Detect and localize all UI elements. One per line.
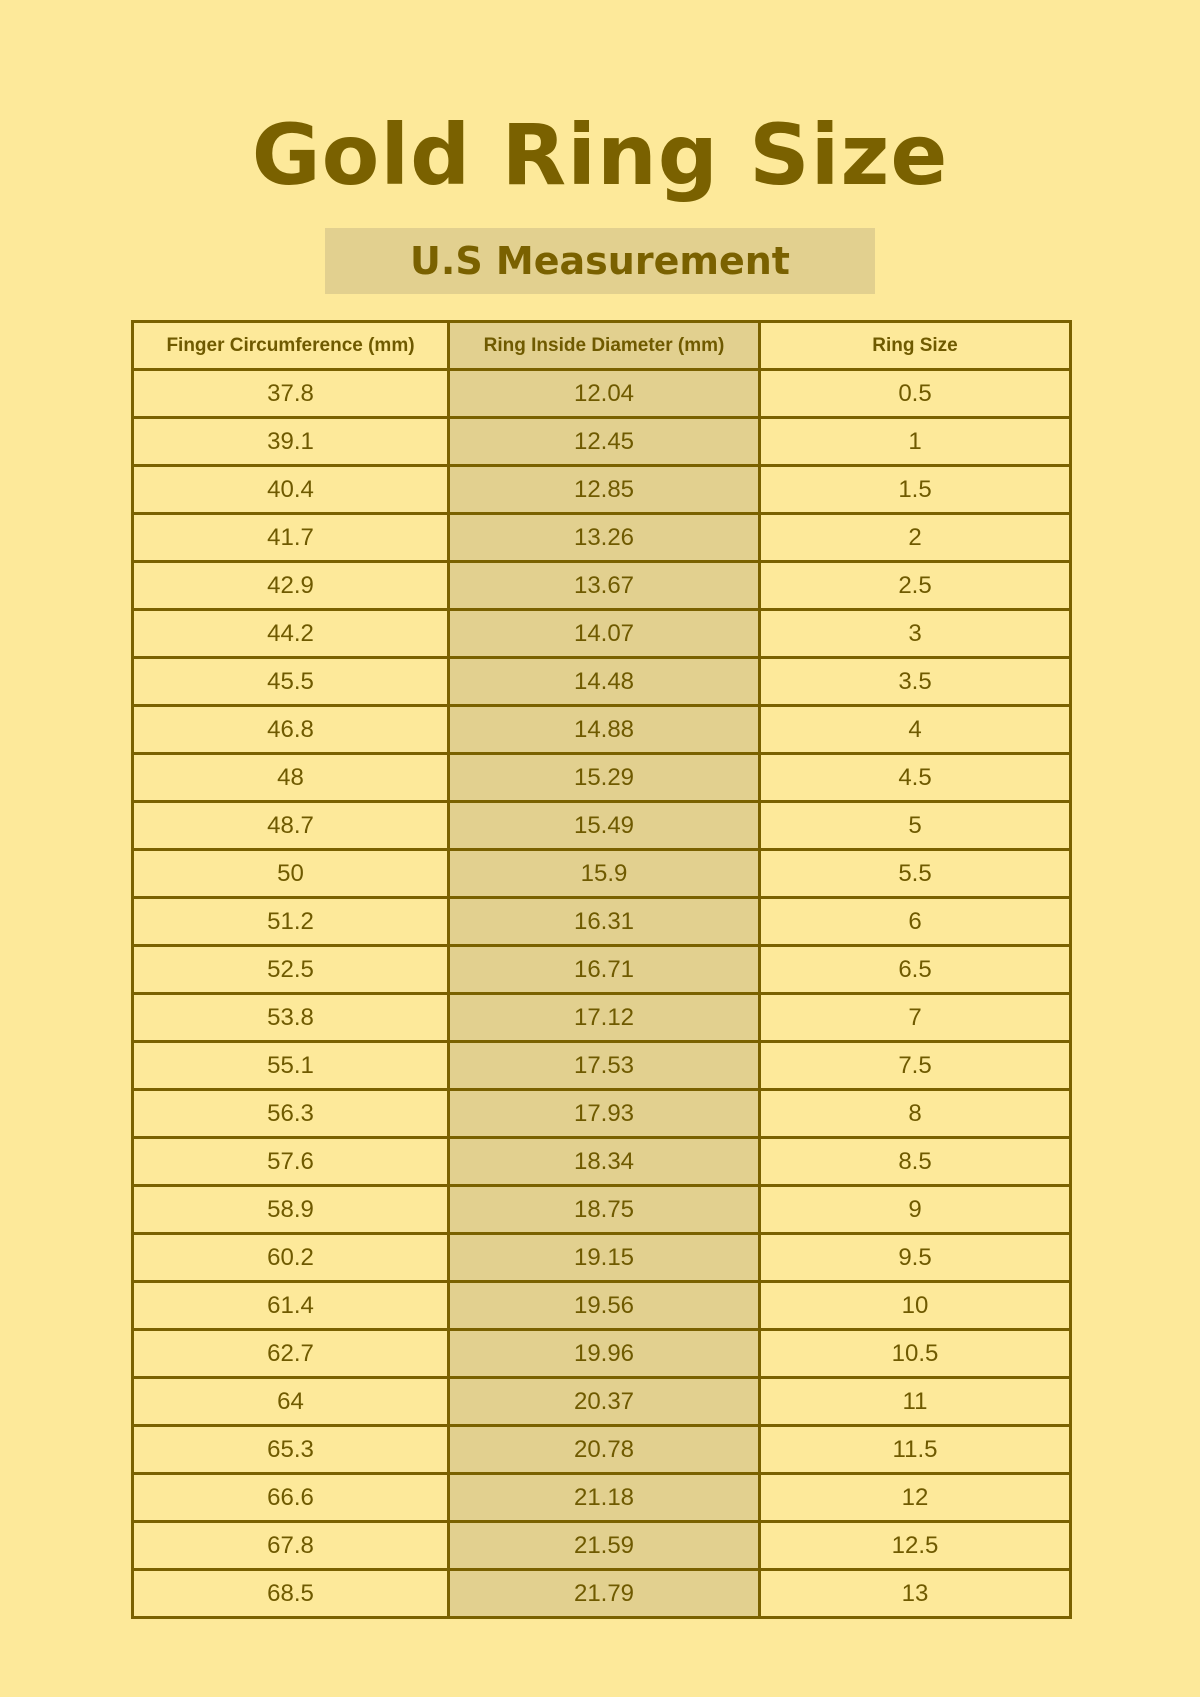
table-row [133,802,1071,850]
ring-size-cell: 2 [760,514,1071,562]
ring-size-cell: 6 [760,898,1071,946]
finger-circumference-cell: 58.9 [133,1186,449,1234]
finger-circumference-cell: 55.1 [133,1042,449,1090]
finger-circumference-cell: 50 [133,850,449,898]
header-ring-size: Ring Size [760,322,1071,370]
ring-size-cell: 7.5 [760,1042,1071,1090]
finger-circumference-cell: 53.8 [133,994,449,1042]
ring-size-cell: 11 [760,1378,1071,1426]
ring-inside-diameter-cell: 21.18 [449,1474,760,1522]
finger-circumference-cell: 67.8 [133,1522,449,1570]
ring-size-table [131,320,1072,1619]
table-row [133,1090,1071,1138]
table-row [133,562,1071,610]
ring-inside-diameter-cell: 20.37 [449,1378,760,1426]
finger-circumference-cell: 48 [133,754,449,802]
ring-size-cell: 7 [760,994,1071,1042]
table-row [133,946,1071,994]
finger-circumference-cell: 65.3 [133,1426,449,1474]
table-row [133,466,1071,514]
ring-inside-diameter-cell: 20.78 [449,1426,760,1474]
ring-size-cell: 2.5 [760,562,1071,610]
table-header-row [133,322,1071,370]
finger-circumference-cell: 66.6 [133,1474,449,1522]
table-row [133,1042,1071,1090]
table-row [133,850,1071,898]
table-row [133,706,1071,754]
finger-circumference-cell: 48.7 [133,802,449,850]
table-row [133,1282,1071,1330]
ring-size-cell: 8 [760,1090,1071,1138]
ring-size-cell: 9 [760,1186,1071,1234]
table-row [133,1426,1071,1474]
table-row [133,1474,1071,1522]
ring-inside-diameter-cell: 21.59 [449,1522,760,1570]
ring-inside-diameter-cell: 15.9 [449,850,760,898]
table-row [133,418,1071,466]
ring-inside-diameter-cell: 12.04 [449,370,760,418]
table-row [133,1186,1071,1234]
finger-circumference-cell: 46.8 [133,706,449,754]
ring-inside-diameter-cell: 13.67 [449,562,760,610]
subtitle-banner [325,228,875,294]
table-row [133,1330,1071,1378]
table-row [133,514,1071,562]
finger-circumference-cell: 44.2 [133,610,449,658]
table-row [133,370,1071,418]
finger-circumference-cell: 40.4 [133,466,449,514]
ring-inside-diameter-cell: 16.31 [449,898,760,946]
finger-circumference-cell: 68.5 [133,1570,449,1618]
ring-inside-diameter-cell: 19.56 [449,1282,760,1330]
table-row [133,994,1071,1042]
ring-size-cell: 8.5 [760,1138,1071,1186]
ring-inside-diameter-cell: 14.88 [449,706,760,754]
ring-size-cell: 1 [760,418,1071,466]
table-row [133,898,1071,946]
table-row [133,1378,1071,1426]
table-row [133,658,1071,706]
ring-inside-diameter-cell: 17.93 [449,1090,760,1138]
ring-size-cell: 5 [760,802,1071,850]
table-row [133,1234,1071,1282]
table-body [133,370,1071,1618]
ring-size-cell: 4.5 [760,754,1071,802]
subtitle: U.S Measurement [410,239,790,283]
ring-inside-diameter-cell: 15.49 [449,802,760,850]
ring-inside-diameter-cell: 13.26 [449,514,760,562]
ring-size-cell: 1.5 [760,466,1071,514]
ring-inside-diameter-cell: 12.45 [449,418,760,466]
ring-inside-diameter-cell: 17.12 [449,994,760,1042]
ring-size-cell: 10 [760,1282,1071,1330]
ring-inside-diameter-cell: 18.34 [449,1138,760,1186]
ring-inside-diameter-cell: 15.29 [449,754,760,802]
finger-circumference-cell: 45.5 [133,658,449,706]
ring-inside-diameter-cell: 16.71 [449,946,760,994]
ring-inside-diameter-cell: 17.53 [449,1042,760,1090]
ring-size-cell: 4 [760,706,1071,754]
finger-circumference-cell: 51.2 [133,898,449,946]
finger-circumference-cell: 61.4 [133,1282,449,1330]
ring-size-cell: 12.5 [760,1522,1071,1570]
table-row [133,754,1071,802]
ring-inside-diameter-cell: 18.75 [449,1186,760,1234]
finger-circumference-cell: 41.7 [133,514,449,562]
finger-circumference-cell: 62.7 [133,1330,449,1378]
finger-circumference-cell: 64 [133,1378,449,1426]
ring-size-cell: 0.5 [760,370,1071,418]
finger-circumference-cell: 52.5 [133,946,449,994]
ring-inside-diameter-cell: 12.85 [449,466,760,514]
ring-size-cell: 3.5 [760,658,1071,706]
page-title: Gold Ring Size [251,106,949,204]
table-row [133,1570,1071,1618]
ring-size-cell: 5.5 [760,850,1071,898]
finger-circumference-cell: 57.6 [133,1138,449,1186]
header-ring-inside-diameter: Ring Inside Diameter (mm) [449,322,760,370]
finger-circumference-cell: 56.3 [133,1090,449,1138]
ring-inside-diameter-cell: 14.07 [449,610,760,658]
table-row [133,610,1071,658]
header-finger-circumference: Finger Circumference (mm) [133,322,449,370]
ring-inside-diameter-cell: 19.15 [449,1234,760,1282]
ring-inside-diameter-cell: 14.48 [449,658,760,706]
finger-circumference-cell: 42.9 [133,562,449,610]
ring-inside-diameter-cell: 21.79 [449,1570,760,1618]
finger-circumference-cell: 60.2 [133,1234,449,1282]
ring-size-cell: 12 [760,1474,1071,1522]
ring-size-cell: 11.5 [760,1426,1071,1474]
ring-inside-diameter-cell: 19.96 [449,1330,760,1378]
table-row [133,1522,1071,1570]
ring-size-cell: 10.5 [760,1330,1071,1378]
ring-size-cell: 13 [760,1570,1071,1618]
finger-circumference-cell: 37.8 [133,370,449,418]
ring-size-cell: 3 [760,610,1071,658]
ring-size-cell: 9.5 [760,1234,1071,1282]
table-row [133,1138,1071,1186]
finger-circumference-cell: 39.1 [133,418,449,466]
ring-size-cell: 6.5 [760,946,1071,994]
